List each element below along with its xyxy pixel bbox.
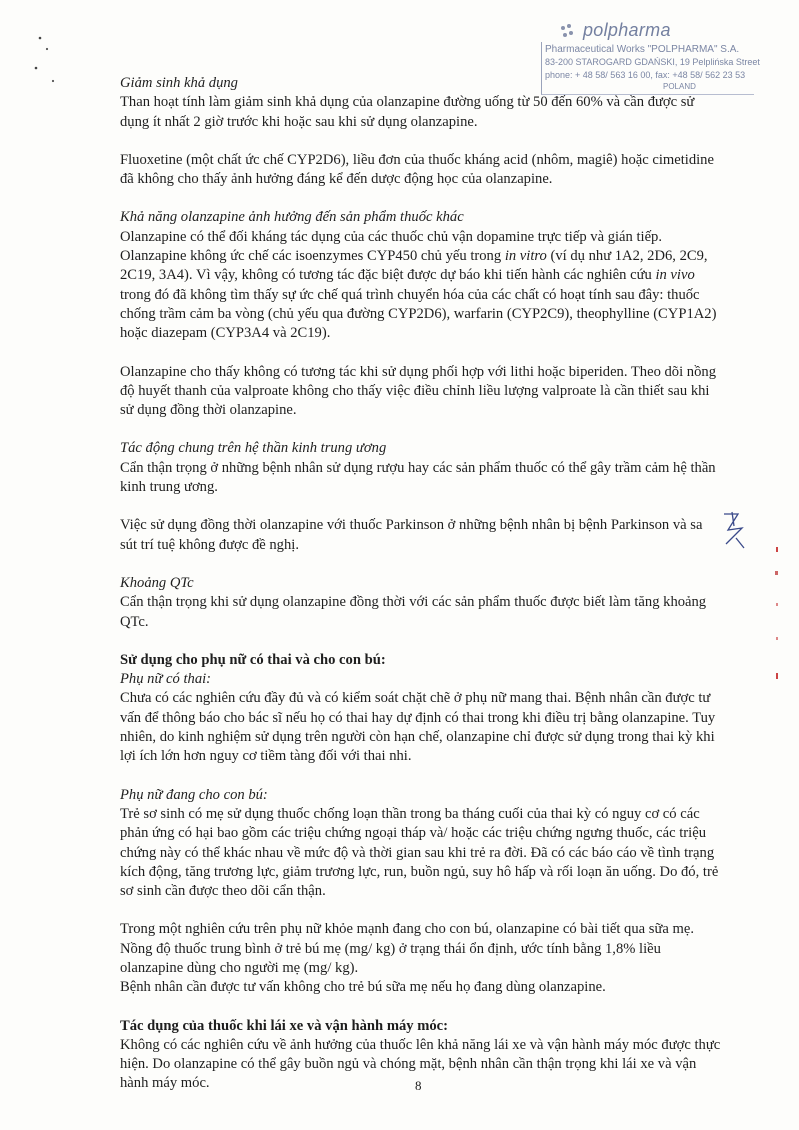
stamp-phone: phone: + 48 58/ 563 16 00, fax: +48 58/ 562 23 53 (545, 70, 746, 80)
body-paragraph (120, 228, 722, 344)
paragraph-gap (120, 632, 722, 651)
stamp-brand: polpharma (583, 20, 671, 40)
document-body (120, 74, 722, 1094)
paragraph-gap (120, 344, 722, 363)
body-paragraph: Than hoạt tính làm giảm sinh khả dụng của olanzapine đường uống từ 50 đến 60% và cần được sử dụng ít nhất 2 giờ trước khi hoặc sau khi sử dụng olanzapine. (120, 94, 695, 130)
section-subheading: Khả năng olanzapine ảnh hưởng đến sản phẩm thuốc khác (120, 209, 464, 226)
body-paragraph: Cẩn thận trọng ở những bệnh nhân sử dụng rượu hay các sản phẩm thuốc có thể gây trầm cảm hệ thần kinh trung ương. (120, 459, 716, 496)
italic-term: in vivo (655, 267, 695, 284)
paragraph-gap (120, 767, 722, 786)
scan-artifact-dots (0, 0, 120, 100)
body-paragraph: Cẩn thận trọng khi sử dụng olanzapine đồng thời với các sản phẩm thuốc được biết làm tăng khoảng QTc. (120, 594, 707, 630)
body-paragraph: Trẻ sơ sinh có mẹ sử dụng thuốc chống loạn thần trong ba tháng cuối của thai kỳ có nguy cơ có các phản ứng có hại bao gồm các triệu chứng ngoại tháp và/ hoặc các triệu chứng ngưng thuốc, các triệu chứng này có thể khác nhau về mức độ và thời gian sau khi trẻ ra đời. Đã có các báo cáo về tình trạng kích động, tăng trương lực, giảm trương lực, run, buồn ngủ, suy hô hấp và rối loạn ăn uống. Do đó, trẻ sơ sinh cần được theo dõi cẩn thận. (120, 805, 719, 900)
margin-marks (772, 545, 782, 695)
section-subheading: Khoảng QTc (120, 574, 194, 591)
paragraph-gap (120, 497, 722, 516)
paragraph-text: Olanzapine có thể đối kháng tác dụng của các thuốc chủ vận dopamine trực tiếp và gián tiếp. Olanzapine không ức chế các isoenzymes CYP450 chủ yếu trong (120, 228, 662, 265)
body-paragraph: Không có các nghiên cứu về ảnh hưởng của thuốc lên khả năng lái xe và vận hành máy móc được thực hiện. Do olanzapine có thể gây buồn ngủ và chóng mặt, bệnh nhân cần thận trọng khi lái xe và vận hành máy móc. (120, 1036, 721, 1092)
stamp-country: POLAND (663, 82, 696, 91)
section-subheading: Tác động chung trên hệ thần kinh trung ương (120, 440, 387, 457)
paragraph-gap (120, 420, 722, 439)
paragraph-text: (ví dụ như 1A2, 2D6, 2C9, 2C19, 3A4). Vì vậy, không có tương tác đặc biệt được dự báo khi tiến hành các nghiên cứu (120, 248, 708, 284)
stamp-address: 83-200 STAROGARD GDAŃSKI, 19 Pelplińska Street (545, 57, 760, 67)
body-paragraph: Bệnh nhân cần được tư vấn không cho trẻ bú sữa mẹ nếu họ đang dùng olanzapine. (120, 979, 606, 996)
section-subheading: Phụ nữ có thai: (120, 671, 212, 688)
body-paragraph: Trong một nghiên cứu trên phụ nữ khỏe mạnh đang cho con bú, olanzapine có bài tiết qua sữa mẹ. Nồng độ thuốc trung bình ở trẻ bú mẹ (mg/ kg) ở trạng thái ổn định, ước tính bằng 1,8% liều olanzapine dùng cho người mẹ (mg/ kg). (120, 921, 694, 976)
paragraph-gap (120, 998, 722, 1017)
handwritten-signature (718, 508, 748, 552)
page-number: 8 (415, 1078, 422, 1093)
section-subheading: Phụ nữ đang cho con bú: (120, 786, 268, 803)
polpharma-logo-icon (557, 22, 577, 42)
paragraph-gap (120, 132, 722, 151)
paragraph-gap (120, 901, 722, 920)
paragraph-text: trong đó đã không tìm thấy sự ức chế quá trình chuyển hóa của các chất có hoạt tính sau đây: thuốc chống trầm cảm ba vòng (chủ yếu qua đường CYP2D6), warfarin (CYP2C9), theophylline (CYP1A2) hoặc diazepam (CYP3A4 và 2C19). (120, 286, 717, 342)
paragraph-gap (120, 189, 722, 208)
section-subheading: Giảm sinh khả dụng (120, 75, 238, 91)
paragraph-gap (120, 555, 722, 574)
section-heading: Sử dụng cho phụ nữ có thai và cho con bú: (120, 651, 386, 668)
stamp-logo (557, 20, 747, 44)
body-paragraph: Olanzapine cho thấy không có tương tác khi sử dụng phối hợp với lithi hoặc biperiden. Theo dõi nồng độ huyết thanh của valproate không cho thấy việc điều chỉnh liều lượng valproate là cần thiết sau khi sử dụng đồng thời olanzapine. (120, 363, 716, 419)
stamp-company-name: Pharmaceutical Works "POLPHARMA" S.A. (545, 44, 740, 55)
italic-term: in vitro (504, 248, 547, 265)
section-heading: Tác dụng của thuốc khi lái xe và vận hành máy móc: (120, 1017, 449, 1034)
body-paragraph: Fluoxetine (một chất ức chế CYP2D6), liều đơn của thuốc kháng acid (nhôm, magiê) hoặc cimetidine đã không cho thấy ảnh hưởng đáng kể đến dược động học của olanzapine. (120, 151, 714, 188)
body-paragraph: Việc sử dụng đồng thời olanzapine với thuốc Parkinson ở những bệnh nhân bị bệnh Parkinson và sa sút trí tuệ không được đề nghị. (120, 517, 703, 553)
body-paragraph: Chưa có các nghiên cứu đầy đủ và có kiểm soát chặt chẽ ở phụ nữ mang thai. Bệnh nhân cần được tư vấn để thông báo cho bác sĩ nếu họ có thai hay dự định có thai trong khi điều trị bằng olanzapine. Tuy nhiên, do kinh nghiệm sử dụng trên người còn hạn chế, olanzapine chỉ được sử dụng trong thai kỳ khi lợi ích lớn hơn nguy cơ tiềm tàng đối với thai nhi. (120, 690, 716, 765)
